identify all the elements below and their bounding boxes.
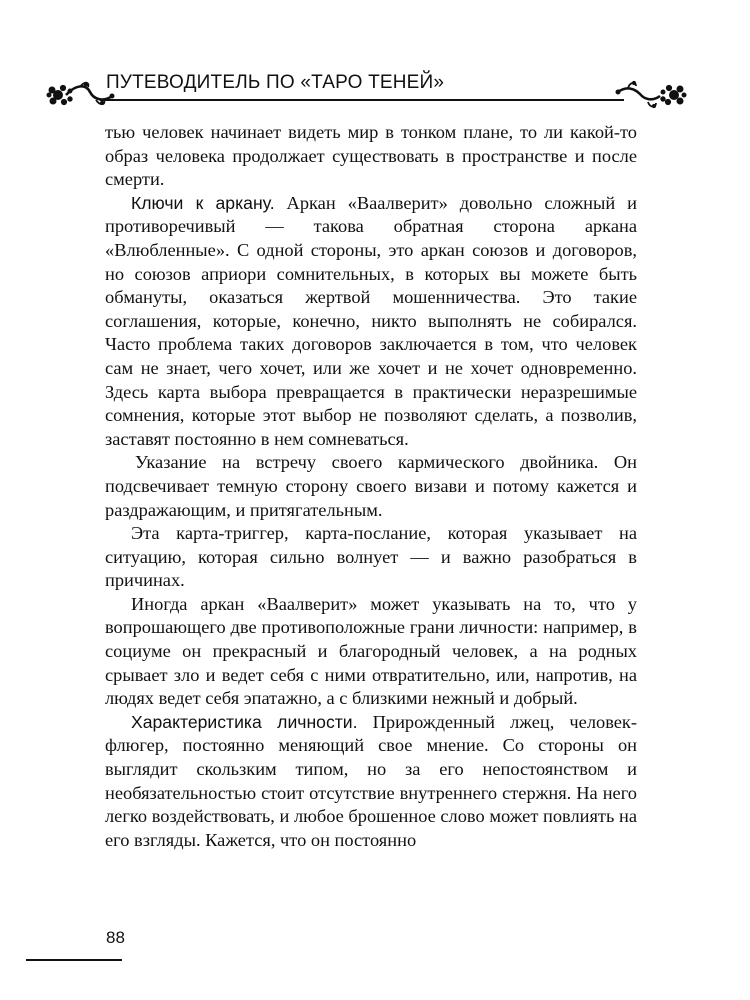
paragraph-text: Эта карта-триггер, карта-послание, которая указывает на ситуацию, которая сильно волнует — и важно разобраться в причинах.: [105, 523, 637, 591]
body-text: [105, 121, 637, 852]
paragraph: [105, 451, 637, 522]
footer-rule: [26, 959, 122, 961]
floral-ornament-icon: [614, 78, 688, 112]
page-number: 88: [106, 928, 125, 947]
paragraph: [105, 711, 637, 853]
paragraph: [105, 522, 637, 593]
paragraph-text: тью человек начинает видеть мир в тонком плане, то ли какой-то образ человека продолжает существовать в пространстве и после смерти.: [105, 122, 637, 190]
paragraph-text: Иногда аркан «Ваалверит» может указывать на то, что у вопрошающего две противоположные грани личности: например, в социуме он прекрасный и благородный человек, а на родных срывает зло и ведет себя с ними отвратительно, или, напротив, на людях ведет себя эпатажно, а с близкими нежный и добрый.: [105, 593, 637, 709]
paragraph: [105, 121, 637, 192]
paragraph-text: Указание на встречу своего кармического двойника. Он подсвечивает темную сторону своего визави и потому кажется и раздражающим, и притягательным.: [105, 452, 637, 520]
paragraph: [105, 593, 637, 711]
paragraph-lead: Ключи к аркану.: [131, 192, 275, 213]
header-rule: [100, 99, 624, 101]
paragraph-text: Прирожденный лжец, человек-флюгер, постоянно меняющий свое мнение. Со стороны он выглядит скользким типом, но за его непостоянством и необязательностью стоит отсутствие внутреннего стержня. На него легко воздействовать, и любое брошенное слово может повлиять на его взгляды. Кажется, что он постоянно: [105, 711, 637, 850]
running-header: [46, 68, 688, 120]
paragraph-lead: Характеристика личности.: [131, 711, 358, 732]
header-title: ПУТЕВОДИТЕЛЬ ПО «ТАРО ТЕНЕЙ»: [106, 72, 445, 93]
paragraph-text: Аркан «Ваалверит» довольно сложный и противоречивый — такова обратная сторона аркана «Влюбленные». С одной стороны, это аркан союзов и договоров, но союзов априори сомнительных, в которых вы можете быть обмануты, оказаться жертвой мошенничества. Это такие соглашения, которые, конечно, никто выполнять не собирался. Часто проблема таких договоров заключается в том, что человек сам не знает, чего хочет, или же хочет и не хочет одновременно. Здесь карта выбора превращается в практически неразрешимые сомнения, которые этот выбор не позволяют сделать, а позволив, заставят постоянно в нем сомневаться.: [105, 192, 637, 449]
paragraph: [105, 192, 637, 452]
